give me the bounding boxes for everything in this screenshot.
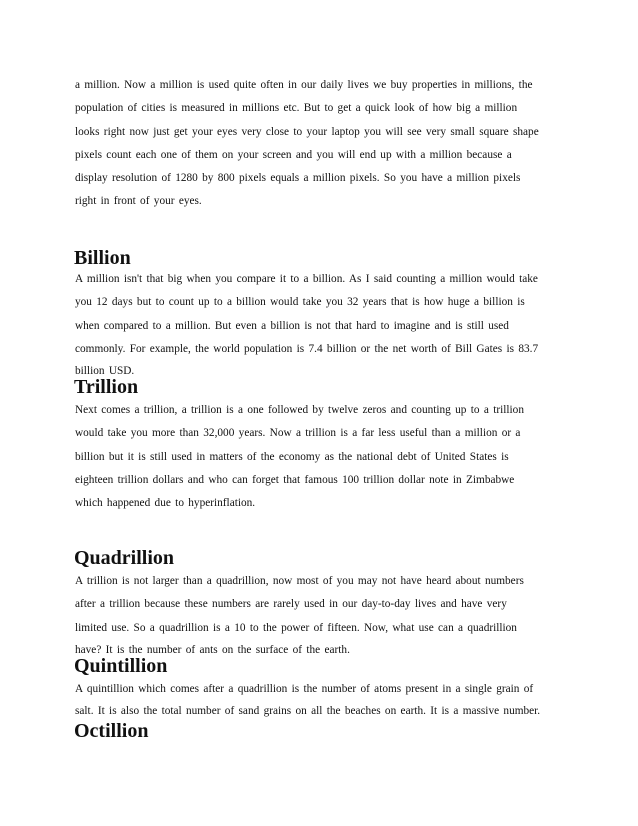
paragraph-line: pixels count each one of them on your screen and you will end up with a million because a (75, 148, 512, 161)
paragraph-line: billion but it is still used in matters of the economy as the national debt of United States is (75, 450, 509, 463)
paragraph-line: limited use. So a quadrillion is a 10 to the power of fifteen. Now, what use can a quadrillion (75, 621, 517, 634)
paragraph-line: commonly. For example, the world population is 7.4 billion or the net worth of Bill Gates is 83.7 (75, 342, 539, 355)
paragraph-line: population of cities is measured in millions etc. But to get a quick look of how big a million (75, 102, 518, 115)
paragraph-line: A quintillion which comes after a quadrillion is the number of atoms present in a single grain of (75, 683, 534, 695)
paragraph-line: looks right now just get your eyes very close to your laptop you will see very small square shape (75, 125, 539, 138)
paragraph-line: when compared to a million. But even a billion is not that hard to imagine and is still used (75, 319, 509, 332)
paragraph-line: salt. It is also the total number of sand grains on all the beaches on earth. It is a massive number. (75, 705, 541, 718)
section-heading-trillion: Trillion (74, 376, 139, 398)
section-heading-octillion: Octillion (74, 720, 149, 742)
section-heading-quadrillion: Quadrillion (74, 547, 175, 569)
paragraph-line: after a trillion because these numbers are rarely used in our day-to-day lives and have very (75, 598, 507, 611)
paragraph-line: you 12 days but to count up to a billion would take you 32 years that is how huge a billion is (75, 296, 525, 309)
section-heading-quintillion: Quintillion (74, 655, 168, 677)
quadrillion-paragraph (75, 570, 575, 660)
paragraph-line: have? It is the number of ants on the surface of the earth. (75, 643, 350, 656)
billion-paragraph (75, 268, 575, 381)
paragraph-line: A million isn't that big when you compare it to a billion. As I said counting a million would take (75, 273, 538, 285)
paragraph-line: Next comes a trillion, a trillion is a one followed by twelve zeros and counting up to a trillion (75, 404, 524, 416)
paragraph-line: a million. Now a million is used quite often in our daily lives we buy properties in millions, the (75, 79, 533, 91)
paragraph-line: billion USD. (75, 365, 135, 378)
paragraph-line: right in front of your eyes. (75, 195, 202, 208)
paragraph-line: eighteen trillion dollars and who can forget that famous 100 trillion dollar note in Zimbabwe (75, 473, 515, 486)
paragraph-line: A trillion is not larger than a quadrillion, now most of you may not have heard about numbers (75, 575, 524, 587)
intro-paragraph (75, 74, 575, 214)
paragraph-line: which happened due to hyperinflation. (75, 497, 256, 510)
quintillion-paragraph (75, 678, 575, 721)
paragraph-line: display resolution of 1280 by 800 pixels equals a million pixels. So you have a million pixels (75, 172, 521, 185)
trillion-paragraph (75, 399, 575, 515)
section-heading-billion: Billion (74, 247, 131, 269)
paragraph-line: would take you more than 32,000 years. Now a trillion is a far less useful than a million or a (75, 427, 521, 440)
